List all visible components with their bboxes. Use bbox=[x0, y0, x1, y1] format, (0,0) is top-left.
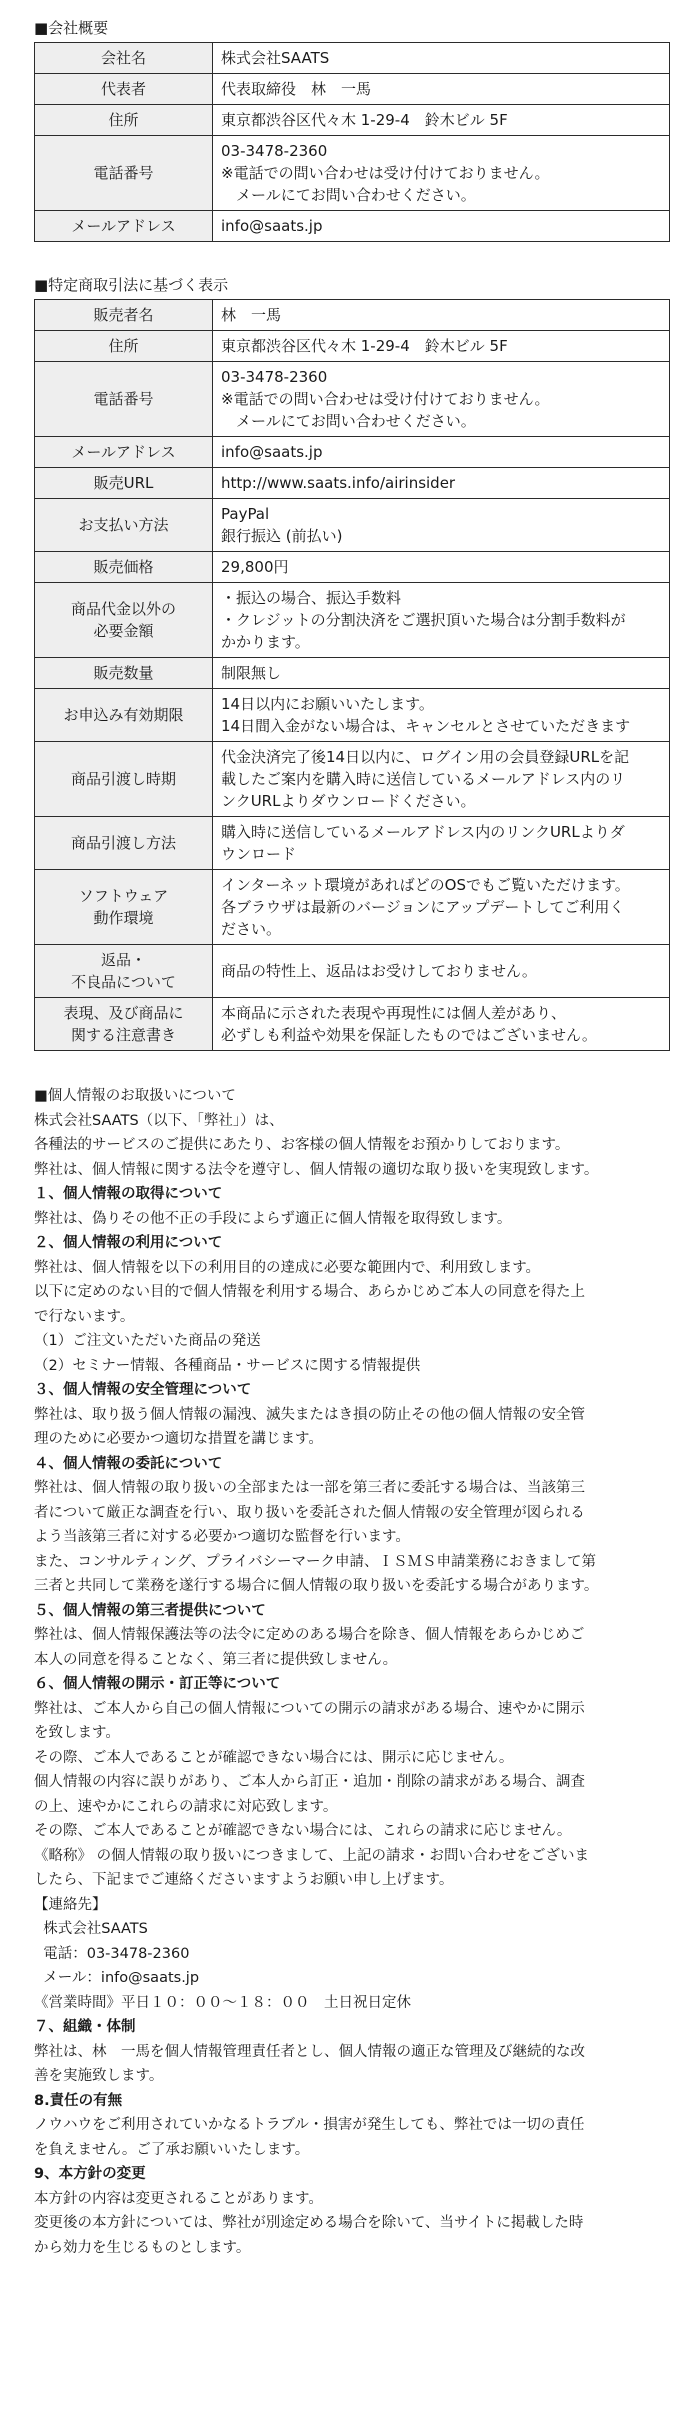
table-row bbox=[35, 552, 670, 583]
row-label: 商品引渡し方法 bbox=[35, 817, 213, 870]
policy-line: 者について厳正な調査を行い、取り扱いを委託された個人情報の安全管理が図られる bbox=[34, 1504, 585, 1521]
table-row bbox=[35, 437, 670, 468]
table-row bbox=[35, 658, 670, 689]
row-value: info@saats.jp bbox=[213, 211, 670, 242]
policy-line: 弊社は、林 一馬を個人情報管理責任者とし、個人情報の適正な管理及び継続的な改 bbox=[34, 2043, 585, 2060]
table-row bbox=[35, 817, 670, 870]
row-label: メールアドレス bbox=[35, 437, 213, 468]
policy-line: 弊社は、個人情報保護法等の法令に定めのある場合を除き、個人情報をあらかじめご bbox=[34, 1627, 585, 1643]
policy-heading: ２、個人情報の利用について bbox=[34, 1235, 223, 1251]
policy-line: （1）ご注文いただいた商品の発送 bbox=[34, 1333, 261, 1349]
policy-line: 株式会社SAATS bbox=[34, 1921, 148, 1937]
policy-line: 以下に定めのない目的で個人情報を利用する場合、あらかじめご本人の同意を得た上 bbox=[34, 1284, 585, 1300]
policy-line: 株式会社SAATS（以下、「弊社」）は、 bbox=[34, 1112, 284, 1129]
policy-line: よう当該第三者に対する必要かつ適切な監督を行います。 bbox=[34, 1529, 410, 1545]
row-value: 14日以内にお願いいたします。 14日間入金がない場合は、キャンセルとさせていただきます bbox=[213, 689, 670, 742]
row-value: 03-3478-2360 ※電話での問い合わせは受け付けておりません。 メールにてお問い合わせください。 bbox=[213, 136, 670, 211]
policy-line: を負えません。ご了承お願いいたします。 bbox=[34, 2141, 310, 2158]
row-label: お申込み有効期限 bbox=[35, 689, 213, 742]
policy-line: 【連絡先】 bbox=[34, 1896, 107, 1913]
row-label: 電話番号 bbox=[35, 136, 213, 211]
row-value: 購入時に送信しているメールアドレス内のリンクURLよりダ ウンロード bbox=[213, 817, 670, 870]
policy-line: 理のために必要かつ適切な措置を講じます。 bbox=[34, 1431, 323, 1447]
row-label: 商品引渡し時期 bbox=[35, 742, 213, 817]
table-row bbox=[35, 945, 670, 998]
policy-line: 弊社は、取り扱う個人情報の漏洩、滅失またはき損の防止その他の個人情報の安全管 bbox=[34, 1406, 585, 1423]
policy-line: 個人情報の内容に誤りがあり、ご本人から訂正・追加・削除の請求がある場合、調査 bbox=[34, 1774, 585, 1790]
policy-line: その際、ご本人であることが確認できない場合には、開示に応じません。 bbox=[34, 1749, 514, 1766]
row-label: 商品代金以外の 必要金額 bbox=[35, 583, 213, 658]
row-value: 代表取締役 林 一馬 bbox=[213, 74, 670, 105]
row-label: メールアドレス bbox=[35, 211, 213, 242]
row-value: PayPal 銀行振込 (前払い) bbox=[213, 499, 670, 552]
table-row bbox=[35, 583, 670, 658]
policy-line: 善を実施致します。 bbox=[34, 2068, 164, 2084]
policy-line: その際、ご本人であることが確認できない場合には、これらの請求に応じません。 bbox=[34, 1823, 572, 1839]
policy-line: を致します。 bbox=[34, 1725, 120, 1741]
policy-line: 《営業時間》平日１０：００〜１８：００ 土日祝日定休 bbox=[34, 1994, 411, 2011]
table-row bbox=[35, 136, 670, 211]
row-label: お支払い方法 bbox=[35, 499, 213, 552]
row-value: 林 一馬 bbox=[213, 300, 670, 331]
policy-line: メール：info@saats.jp bbox=[34, 1970, 200, 1986]
table-row bbox=[35, 362, 670, 437]
row-value: 本商品に示された表現や再現性には個人差があり、 必ずしも利益や効果を保証したものではございません。 bbox=[213, 998, 670, 1051]
policy-line: 電話：03-3478-2360 bbox=[34, 1945, 190, 1962]
policy-heading: ６、個人情報の開示・訂正等について bbox=[34, 1676, 281, 1692]
row-value: インターネット環境があればどのOSでもご覧いただけます。 各ブラウザは最新のバージョンにアップデートしてご利用く ださい。 bbox=[213, 870, 670, 945]
policy-heading: 9、本方針の変更 bbox=[34, 2166, 146, 2182]
row-label: 販売数量 bbox=[35, 658, 213, 689]
tokusho-section-title: ■特定商取引法に基づく表示 bbox=[34, 276, 229, 294]
table-row bbox=[35, 74, 670, 105]
tokusho-table bbox=[34, 299, 670, 1051]
policy-line: ノウハウをご利用されていかなるトラブル・損害が発生しても、弊社では一切の責任 bbox=[34, 2117, 585, 2133]
row-value: 商品の特性上、返品はお受けしておりません。 bbox=[213, 945, 670, 998]
table-row bbox=[35, 870, 670, 945]
table-row bbox=[35, 499, 670, 552]
policy-heading: ５、個人情報の第三者提供について bbox=[34, 1602, 266, 1619]
company-table bbox=[34, 42, 670, 242]
policy-heading: 8.責任の有無 bbox=[34, 2092, 123, 2109]
table-row bbox=[35, 105, 670, 136]
policy-heading: ７、組織・体制 bbox=[34, 2019, 136, 2035]
row-value: 東京都渋谷区代々木 1-29-4 鈴木ビル 5F bbox=[213, 331, 670, 362]
policy-line: から効力を生じるものとします。 bbox=[34, 2239, 251, 2256]
policy-heading: ４、個人情報の委託について bbox=[34, 1455, 223, 1472]
row-value: info@saats.jp bbox=[213, 437, 670, 468]
row-value: 株式会社SAATS bbox=[213, 43, 670, 74]
policy-line: 本方針の内容は変更されることがあります。 bbox=[34, 2190, 323, 2207]
table-row bbox=[35, 211, 670, 242]
table-row bbox=[35, 689, 670, 742]
row-value: 03-3478-2360 ※電話での問い合わせは受け付けておりません。 メールにてお問い合わせください。 bbox=[213, 362, 670, 437]
row-value: 代金決済完了後14日以内に、ログイン用の会員登録URLを記 載したご案内を購入時に送信しているメールアドレス内のリ ンクURLよりダウンロードください。 bbox=[213, 742, 670, 817]
table-row bbox=[35, 331, 670, 362]
policy-line: の上、速やかにこれらの請求に対応致します。 bbox=[34, 1798, 338, 1815]
policy-line: 弊社は、個人情報を以下の利用目的の達成に必要な範囲内で、利用致します。 bbox=[34, 1259, 541, 1276]
table-row bbox=[35, 998, 670, 1051]
policy-line: で行ないます。 bbox=[34, 1308, 135, 1325]
table-row bbox=[35, 742, 670, 817]
row-label: 会社名 bbox=[35, 43, 213, 74]
row-value: 東京都渋谷区代々木 1-29-4 鈴木ビル 5F bbox=[213, 105, 670, 136]
row-label: 販売価格 bbox=[35, 552, 213, 583]
row-label: 住所 bbox=[35, 331, 213, 362]
policy-heading: １、個人情報の取得について bbox=[34, 1186, 223, 1202]
policy-line: ■個人情報のお取扱いについて bbox=[34, 1088, 236, 1104]
policy-line: 弊社は、個人情報に関する法令を遵守し、個人情報の適切な取り扱いを実現致します。 bbox=[34, 1161, 599, 1178]
policy-line: 《略称》 の個人情報の取り扱いにつきまして、上記の請求・お問い合わせをございま bbox=[34, 1847, 590, 1864]
row-label: 返品・ 不良品について bbox=[35, 945, 213, 998]
row-label: 表現、及び商品に 関する注意書き bbox=[35, 998, 213, 1051]
row-label: 住所 bbox=[35, 105, 213, 136]
policy-line: 弊社は、個人情報の取り扱いの全部または一部を第三者に委託する場合は、当該第三 bbox=[34, 1480, 585, 1496]
policy-line: したら、下記までご連絡くださいますようお願い申し上げます。 bbox=[34, 1872, 454, 1888]
policy-line: また、コンサルティング、プライバシーマーク申請、ＩＳＭＳ申請業務におきまして第 bbox=[34, 1553, 597, 1570]
privacy-policy bbox=[34, 1084, 670, 2260]
policy-heading: ３、個人情報の安全管理について bbox=[34, 1382, 252, 1398]
table-row bbox=[35, 43, 670, 74]
policy-line: 変更後の本方針については、弊社が別途定める場合を除いて、当サイトに掲載した時 bbox=[34, 2215, 584, 2231]
row-label: 販売者名 bbox=[35, 300, 213, 331]
row-value: ・振込の場合、振込手数料 ・クレジットの分割決済をご選択頂いた場合は分割手数料が かかります。 bbox=[213, 583, 670, 658]
row-label: 代表者 bbox=[35, 74, 213, 105]
policy-line: 各種法的サービスのご提供にあたり、お客様の個人情報をお預かりしております。 bbox=[34, 1137, 570, 1153]
row-label: 販売URL bbox=[35, 468, 213, 499]
row-value: 制限無し bbox=[213, 658, 670, 689]
row-label: 電話番号 bbox=[35, 362, 213, 437]
company-section-title: ■会社概要 bbox=[34, 19, 109, 37]
row-value: http://www.saats.info/airinsider bbox=[213, 468, 670, 499]
row-label: ソフトウェア 動作環境 bbox=[35, 870, 213, 945]
policy-line: 弊社は、ご本人から自己の個人情報についての開示の請求がある場合、速やかに開示 bbox=[34, 1700, 585, 1717]
table-row bbox=[35, 468, 670, 499]
policy-line: （2）セミナー情報、各種商品・サービスに関する情報提供 bbox=[34, 1357, 421, 1374]
policy-line: 本人の同意を得ることなく、第三者に提供致しません。 bbox=[34, 1651, 398, 1668]
row-value: 29,800円 bbox=[213, 552, 670, 583]
table-row bbox=[35, 300, 670, 331]
policy-line: 三者と共同して業務を遂行する場合に個人情報の取り扱いを委託する場合があります。 bbox=[34, 1578, 599, 1594]
policy-line: 弊社は、偽りその他不正の手段によらず適正に個人情報を取得致します。 bbox=[34, 1210, 512, 1227]
